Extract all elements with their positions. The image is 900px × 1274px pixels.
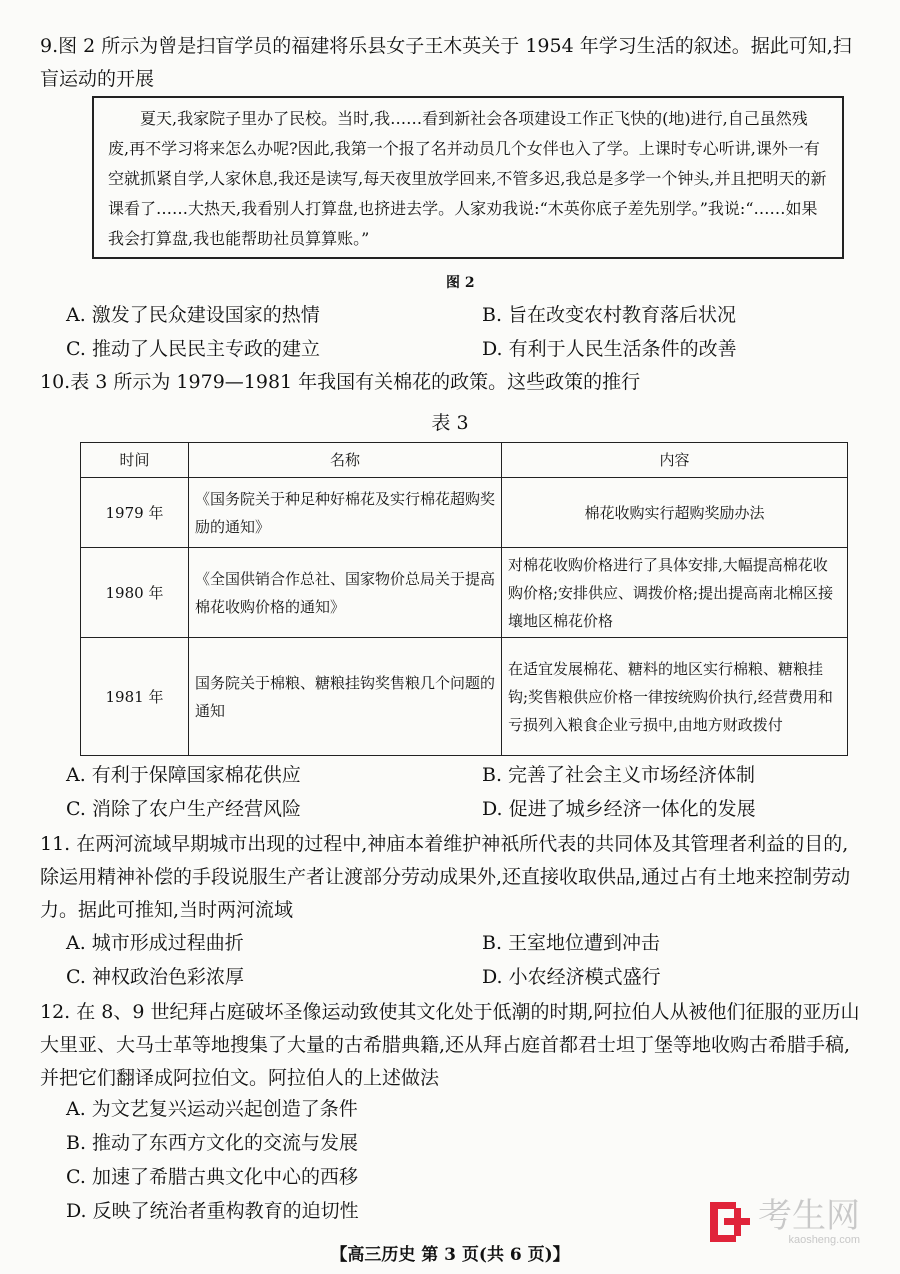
q9-option-d[interactable]: D. 有利于人民生活条件的改善 <box>482 338 737 360</box>
question-12-stem: 12. 在 8、9 世纪拜占庭破坏圣像运动致使其文化处于低潮的时期,阿拉伯人从被他们征服的亚历山大里亚、大马士革等地搜集了大量的古希腊典籍,还从拜占庭首都君士坦丁堡等地收购古希腊手稿,并把它们翻译成阿拉伯文。阿拉伯人的上述做法 <box>40 1001 860 1089</box>
q9-option-c[interactable]: C. 推动了人民民主专政的建立 <box>66 338 320 360</box>
q11-option-a[interactable]: A. 城市形成过程曲折 <box>66 932 244 954</box>
table-header-row <box>81 443 848 478</box>
question-9-quote-box <box>92 96 844 259</box>
header-time: 时间 <box>81 443 189 478</box>
q12-option-c[interactable]: C. 加速了希腊古典文化中心的西移 <box>66 1166 358 1188</box>
logo-text: 考生网 <box>758 1197 860 1235</box>
q11-option-d[interactable]: D. 小农经济模式盛行 <box>482 966 661 988</box>
page-footer: 【高三历史 第 3 页(共 6 页)】 <box>330 1245 570 1265</box>
watermark-logo <box>710 1198 860 1246</box>
header-content: 内容 <box>502 443 848 478</box>
table-row <box>81 478 848 548</box>
q11-option-c[interactable]: C. 神权政治色彩浓厚 <box>66 966 244 988</box>
q9-option-a[interactable]: A. 激发了民众建设国家的热情 <box>66 304 320 326</box>
logo-subtext: kaosheng.com <box>788 1234 860 1246</box>
row-year: 1979 年 <box>81 478 189 548</box>
row-year: 1980 年 <box>81 548 189 638</box>
q12-option-b[interactable]: B. 推动了东西方文化的交流与发展 <box>66 1132 359 1154</box>
row-content: 对棉花收购价格进行了具体安排,大幅提高棉花收购价格;安排供应、调拨价格;提出提高南北棉区接壤地区棉花价格 <box>502 548 848 638</box>
q11-option-b[interactable]: B. 王室地位遭到冲击 <box>482 932 661 954</box>
q10-option-d[interactable]: D. 促进了城乡经济一体化的发展 <box>482 798 756 820</box>
row-year: 1981 年 <box>81 638 189 756</box>
row-name: 《国务院关于种足种好棉花及实行棉花超购奖励的通知》 <box>189 478 502 548</box>
policy-table <box>80 442 848 756</box>
row-name: 国务院关于棉粮、糖粮挂钩奖售粮几个问题的通知 <box>189 638 502 756</box>
q10-option-c[interactable]: C. 消除了农户生产经营风险 <box>66 798 301 820</box>
table-row <box>81 548 848 638</box>
question-11-stem: 11. 在两河流域早期城市出现的过程中,神庙本着维护神祇所代表的共同体及其管理者利益的目的,除运用精神补偿的手段说服生产者让渡部分劳动成果外,还直接收取供品,通过占有土地来控制劳动力。据此可推知,当时两河流域 <box>40 833 851 921</box>
question-9-stem: 9.图 2 所示为曾是扫盲学员的福建将乐县女子王木英关于 1954 年学习生活的叙述。据此可知,扫盲运动的开展 <box>40 35 852 90</box>
row-content: 在适宜发展棉花、糖料的地区实行棉粮、糖粮挂钩;奖售粮供应价格一律按统购价执行,经营费用和亏损列入粮食企业亏损中,由地方财政拨付 <box>502 638 848 756</box>
question-10-stem: 10.表 3 所示为 1979—1981 年我国有关棉花的政策。这些政策的推行 <box>40 371 641 393</box>
q12-option-d[interactable]: D. 反映了统治者重构教育的迫切性 <box>66 1200 359 1222</box>
quote-text: 夏天,我家院子里办了民校。当时,我……看到新社会各项建设工作正飞快的(地)进行,自己虽然残废,再不学习将来怎么办呢?因此,我第一个报了名并动员几个女伴也入了学。上课时专心听讲,课外一有空就抓紧自学,人家休息,我还是读写,每天夜里放学回来,不管多迟,我总是多学一个钟头,并且把明天的新课看了……大热天,我看别人打算盘,也挤进去学。人家劝我说:“木英你底子差先别学。”我说:“……如果我会打算盘,我也能帮助社员算算账。” <box>108 109 827 248</box>
figure-caption: 图 2 <box>446 275 475 291</box>
table-caption: 表 3 <box>431 412 469 434</box>
q10-option-a[interactable]: A. 有利于保障国家棉花供应 <box>66 764 301 786</box>
table-row <box>81 638 848 756</box>
q9-option-b[interactable]: B. 旨在改变农村教育落后状况 <box>482 304 737 326</box>
row-name: 《全国供销合作总社、国家物价总局关于提高棉花收购价格的通知》 <box>189 548 502 638</box>
q10-option-b[interactable]: B. 完善了社会主义市场经济体制 <box>482 764 756 786</box>
q12-option-a[interactable]: A. 为文艺复兴运动兴起创造了条件 <box>66 1098 358 1120</box>
header-name: 名称 <box>189 443 502 478</box>
row-content: 棉花收购实行超购奖励办法 <box>502 478 848 548</box>
logo-icon <box>710 1202 750 1242</box>
